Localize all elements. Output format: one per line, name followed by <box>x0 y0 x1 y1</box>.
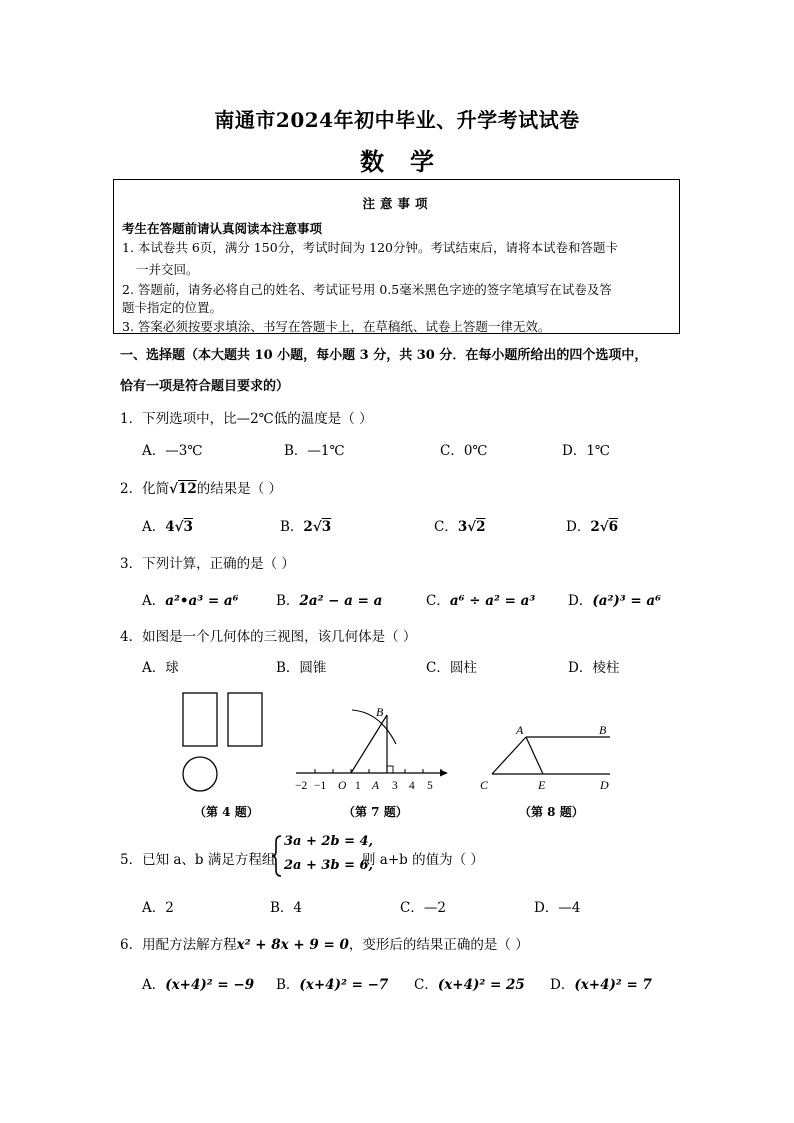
option-letter: A． <box>142 593 166 609</box>
q6-stem-before: 6．用配方法解方程 <box>120 937 237 953</box>
question-1-stem: 1．下列选项中，比—2℃低的温度是（ ） <box>120 411 373 427</box>
figure-7-caption: （第 7 题） <box>343 805 408 819</box>
sqrt-icon: √ <box>599 519 609 535</box>
notice-title: 注意事项 <box>362 196 433 211</box>
notice-item-2-cont: 题卡指定的位置。 <box>122 300 223 315</box>
option-coef: 3 <box>457 519 468 535</box>
point-label-b: B <box>376 705 384 719</box>
figure-7-number-line <box>292 700 452 796</box>
q1-option-a: A．—3℃ <box>142 443 203 459</box>
exam-title: 南通市2024年初中毕业、升学考试试卷 <box>214 108 580 132</box>
q6-option-c <box>414 973 525 993</box>
q5-equation-2: 2a + 3b = 6, <box>284 858 374 873</box>
q5-option-a: A．2 <box>142 900 174 916</box>
q4-option-b: B．圆锥 <box>276 660 327 676</box>
option-letter: B． <box>280 519 304 535</box>
option-expr: (x+4)² = −7 <box>299 977 389 993</box>
q5-equation-1: 3a + 2b = 4, <box>284 834 374 849</box>
option-expr: a⁶ ÷ a² = a³ <box>449 593 536 609</box>
tick-label: 4 <box>409 780 415 792</box>
segment-ac <box>492 737 526 774</box>
point-label-d: D <box>600 778 609 792</box>
q6-stem-after: ，变形后的结果正确的是（ ） <box>348 937 529 953</box>
q1-option-d: D．1℃ <box>562 443 611 459</box>
q1-option-b: B．—1℃ <box>284 443 345 459</box>
q2-option-c <box>434 515 486 535</box>
question-5-stem-before: 5．已知 a、b 满足方程组 <box>120 852 276 868</box>
q3-option-c <box>426 589 535 609</box>
section-heading: 一、选择题（本大题共 10 小题，每小题 3 分，共 30 分．在每小题所给出的四个选项中， <box>120 348 648 363</box>
q4-option-a: A．球 <box>142 660 179 676</box>
question-3-stem: 3．下列计算，正确的是（ ） <box>120 556 295 572</box>
option-letter: A． <box>142 977 166 993</box>
figure-8-caption: （第 8 题） <box>519 805 584 819</box>
tick-label: −1 <box>314 780 327 792</box>
tick-label: 1 <box>355 780 361 792</box>
q6-equation: x² + 8x + 9 = 0 <box>236 937 349 953</box>
segment-ae <box>526 737 543 774</box>
point-label-c: C <box>480 778 489 792</box>
tick-label: 5 <box>427 780 433 792</box>
q5-option-b: B．4 <box>270 900 303 916</box>
q3-option-b <box>276 589 382 609</box>
notice-item-1: 1. 本试卷共 6页，满分 150分，考试时间为 120分钟。考试结束后，请将本试卷和答题卡 <box>122 240 618 255</box>
notice-box <box>113 179 680 334</box>
tick-label: O <box>338 780 347 792</box>
q5-option-c: C．—2 <box>400 900 446 916</box>
q3-option-a <box>142 589 239 609</box>
point-label-b: B <box>599 723 607 737</box>
notice-item-3: 3. 答案必须按要求填涂、书写在答题卡上，在草稿纸、试卷上答题一律无效。 <box>122 319 551 334</box>
option-expr: (x+4)² = 25 <box>437 977 525 993</box>
right-angle-mark <box>387 766 393 773</box>
option-letter: A． <box>142 519 166 535</box>
option-letter: C． <box>426 593 450 609</box>
tick-label: 3 <box>392 780 398 792</box>
tick-label: −2 <box>295 780 308 792</box>
option-coef: 2 <box>590 519 600 535</box>
q2-option-d <box>566 515 618 535</box>
option-expr: (x+4)² = −9 <box>165 977 255 993</box>
option-letter: D． <box>568 593 593 609</box>
q2-option-b <box>280 515 331 535</box>
question-4-stem: 4．如图是一个几何体的三视图，该几何体是（ ） <box>120 629 417 645</box>
option-expr: (a²)³ = a⁶ <box>592 593 662 609</box>
question-2-stem <box>120 477 282 497</box>
sqrt-icon: √ <box>467 519 477 535</box>
tick-label: A <box>372 780 380 792</box>
option-radicand: 3 <box>183 519 193 535</box>
brace-icon <box>271 834 283 878</box>
front-view-rect <box>183 693 217 746</box>
point-label-e: E <box>538 778 546 792</box>
point-label-a: A <box>516 723 524 737</box>
notice-item-2: 2. 答题前，请务必将自己的姓名、考试证号用 0.5毫米黑色字迹的签字笔填写在试卷及答 <box>122 282 612 297</box>
question-5-stem-after: 则 a+b 的值为（ ） <box>362 852 484 868</box>
sqrt-icon: √ <box>169 481 178 497</box>
q2-stem-before: 2．化简 <box>120 481 170 497</box>
option-radicand: 6 <box>608 519 619 535</box>
option-expr: 2a² − a = a <box>299 593 383 609</box>
option-coef: 2 <box>303 519 313 535</box>
option-letter: B． <box>276 593 300 609</box>
q4-option-c: C．圆柱 <box>426 660 477 676</box>
q3-option-d <box>568 589 661 609</box>
option-coef: 4 <box>165 519 175 535</box>
question-6-stem <box>120 933 529 953</box>
sqrt-icon: √ <box>174 519 184 535</box>
figure-4-three-views <box>176 688 272 798</box>
option-expr: a²•a³ = a⁶ <box>165 593 239 609</box>
q6-option-b <box>276 973 388 993</box>
q6-option-a <box>142 973 254 993</box>
side-view-rect <box>228 693 262 746</box>
option-radicand: 3 <box>321 519 332 535</box>
notice-subtitle: 考生在答题前请认真阅读本注意事项 <box>122 221 323 236</box>
option-letter: C． <box>434 519 458 535</box>
q1-option-c: C．0℃ <box>440 443 488 459</box>
q6-option-d <box>550 973 652 993</box>
figure-8-parallel-lines <box>476 718 614 796</box>
q2-radicand: 12 <box>177 481 197 497</box>
option-expr: (x+4)² = 7 <box>574 977 652 993</box>
option-radicand: 2 <box>476 519 486 535</box>
q2-option-a <box>142 515 193 535</box>
subject-title: 数学 <box>360 147 460 176</box>
option-letter: D． <box>566 519 591 535</box>
notice-item-1-cont: 一并交回。 <box>136 262 199 277</box>
sqrt-icon: √ <box>312 519 322 535</box>
figure-4-caption: （第 4 题） <box>194 805 259 819</box>
q4-option-d: D．棱柱 <box>568 660 620 676</box>
construction-arc <box>352 710 396 744</box>
top-view-circle <box>183 757 217 791</box>
option-letter: B． <box>276 977 300 993</box>
q2-stem-after: 的结果是（ ） <box>196 481 283 497</box>
option-letter: D． <box>550 977 575 993</box>
q5-option-d: D．—4 <box>534 900 581 916</box>
option-letter: C． <box>414 977 438 993</box>
section-heading-cont: 恰有一项是符合题目要求的） <box>120 379 290 394</box>
